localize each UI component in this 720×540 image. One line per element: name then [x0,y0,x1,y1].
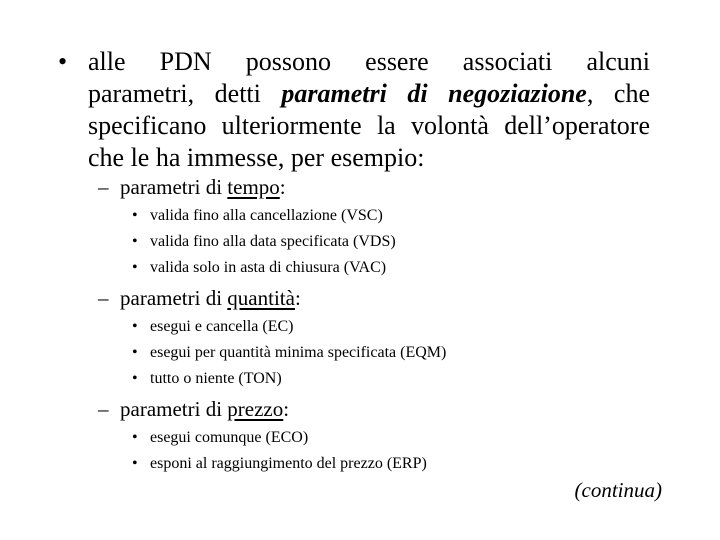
list-item [132,366,446,392]
list-prezzo [132,425,427,477]
dash-marker: – [98,175,109,199]
list-item [132,451,427,477]
list-item [132,255,396,281]
main-line-4: che le ha immesse, per esempio: [88,143,425,172]
list-item [132,203,396,229]
dash-marker: – [98,286,109,310]
bullet-dot: • [132,455,138,472]
main-line-2-end: , che [586,79,650,108]
subheading-prezzo [98,396,289,422]
main-line-2-start: parametri, detti [88,79,282,108]
main-paragraph [88,46,650,174]
subheading-prefix: parametri di [120,286,228,310]
bullet-dot: • [132,318,138,335]
list-item-text: esegui comunque (ECO) [150,429,309,446]
bullet-dot: • [132,259,138,276]
list-item-text: valida fino alla data specificata (VDS) [150,233,396,250]
subheading-tempo [98,174,286,200]
bullet-dot: • [132,344,138,361]
main-line-2 [88,78,650,110]
list-item-text: esegui per quantità minima specificata (EQM) [150,344,447,361]
list-item [132,425,427,451]
keyword-prezzo: prezzo [227,397,284,421]
continua-note: (continua) [574,478,662,502]
bullet-dot: • [132,233,138,250]
list-tempo [132,203,396,281]
bullet-dot: • [132,370,138,387]
list-item [132,229,396,255]
subheading-prefix: parametri di [120,397,228,421]
list-item-text: valida fino alla cancellazione (VSC) [150,207,383,224]
subheading-prefix: parametri di [120,175,228,199]
subheading-suffix: : [283,397,290,421]
main-bullet: • [58,47,68,76]
dash-marker: – [98,397,109,421]
keyword-tempo: tempo [227,175,280,199]
bullet-dot: • [132,207,138,224]
list-item-text: tutto o niente (TON) [150,370,282,387]
list-item [132,340,446,366]
bullet-dot: • [132,429,138,446]
list-item-text: esponi al raggiungimento del prezzo (ERP) [150,455,427,472]
list-item-text: valida solo in asta di chiusura (VAC) [150,259,387,276]
keyword-quantita: quantità [227,286,295,310]
subheading-suffix: : [294,286,301,310]
subheading-suffix: : [279,175,286,199]
emphasis-parametri-di-negoziazione: parametri di negoziazione [281,79,587,108]
list-quantita [132,314,446,392]
main-line-1: alle PDN possono essere associati alcuni [88,47,650,76]
subheading-quantita [98,285,301,311]
list-item-text: esegui e cancella (EC) [150,318,294,335]
list-item [132,314,446,340]
main-line-3: specificano ulteriormente la volontà dell’operatore [88,111,650,140]
